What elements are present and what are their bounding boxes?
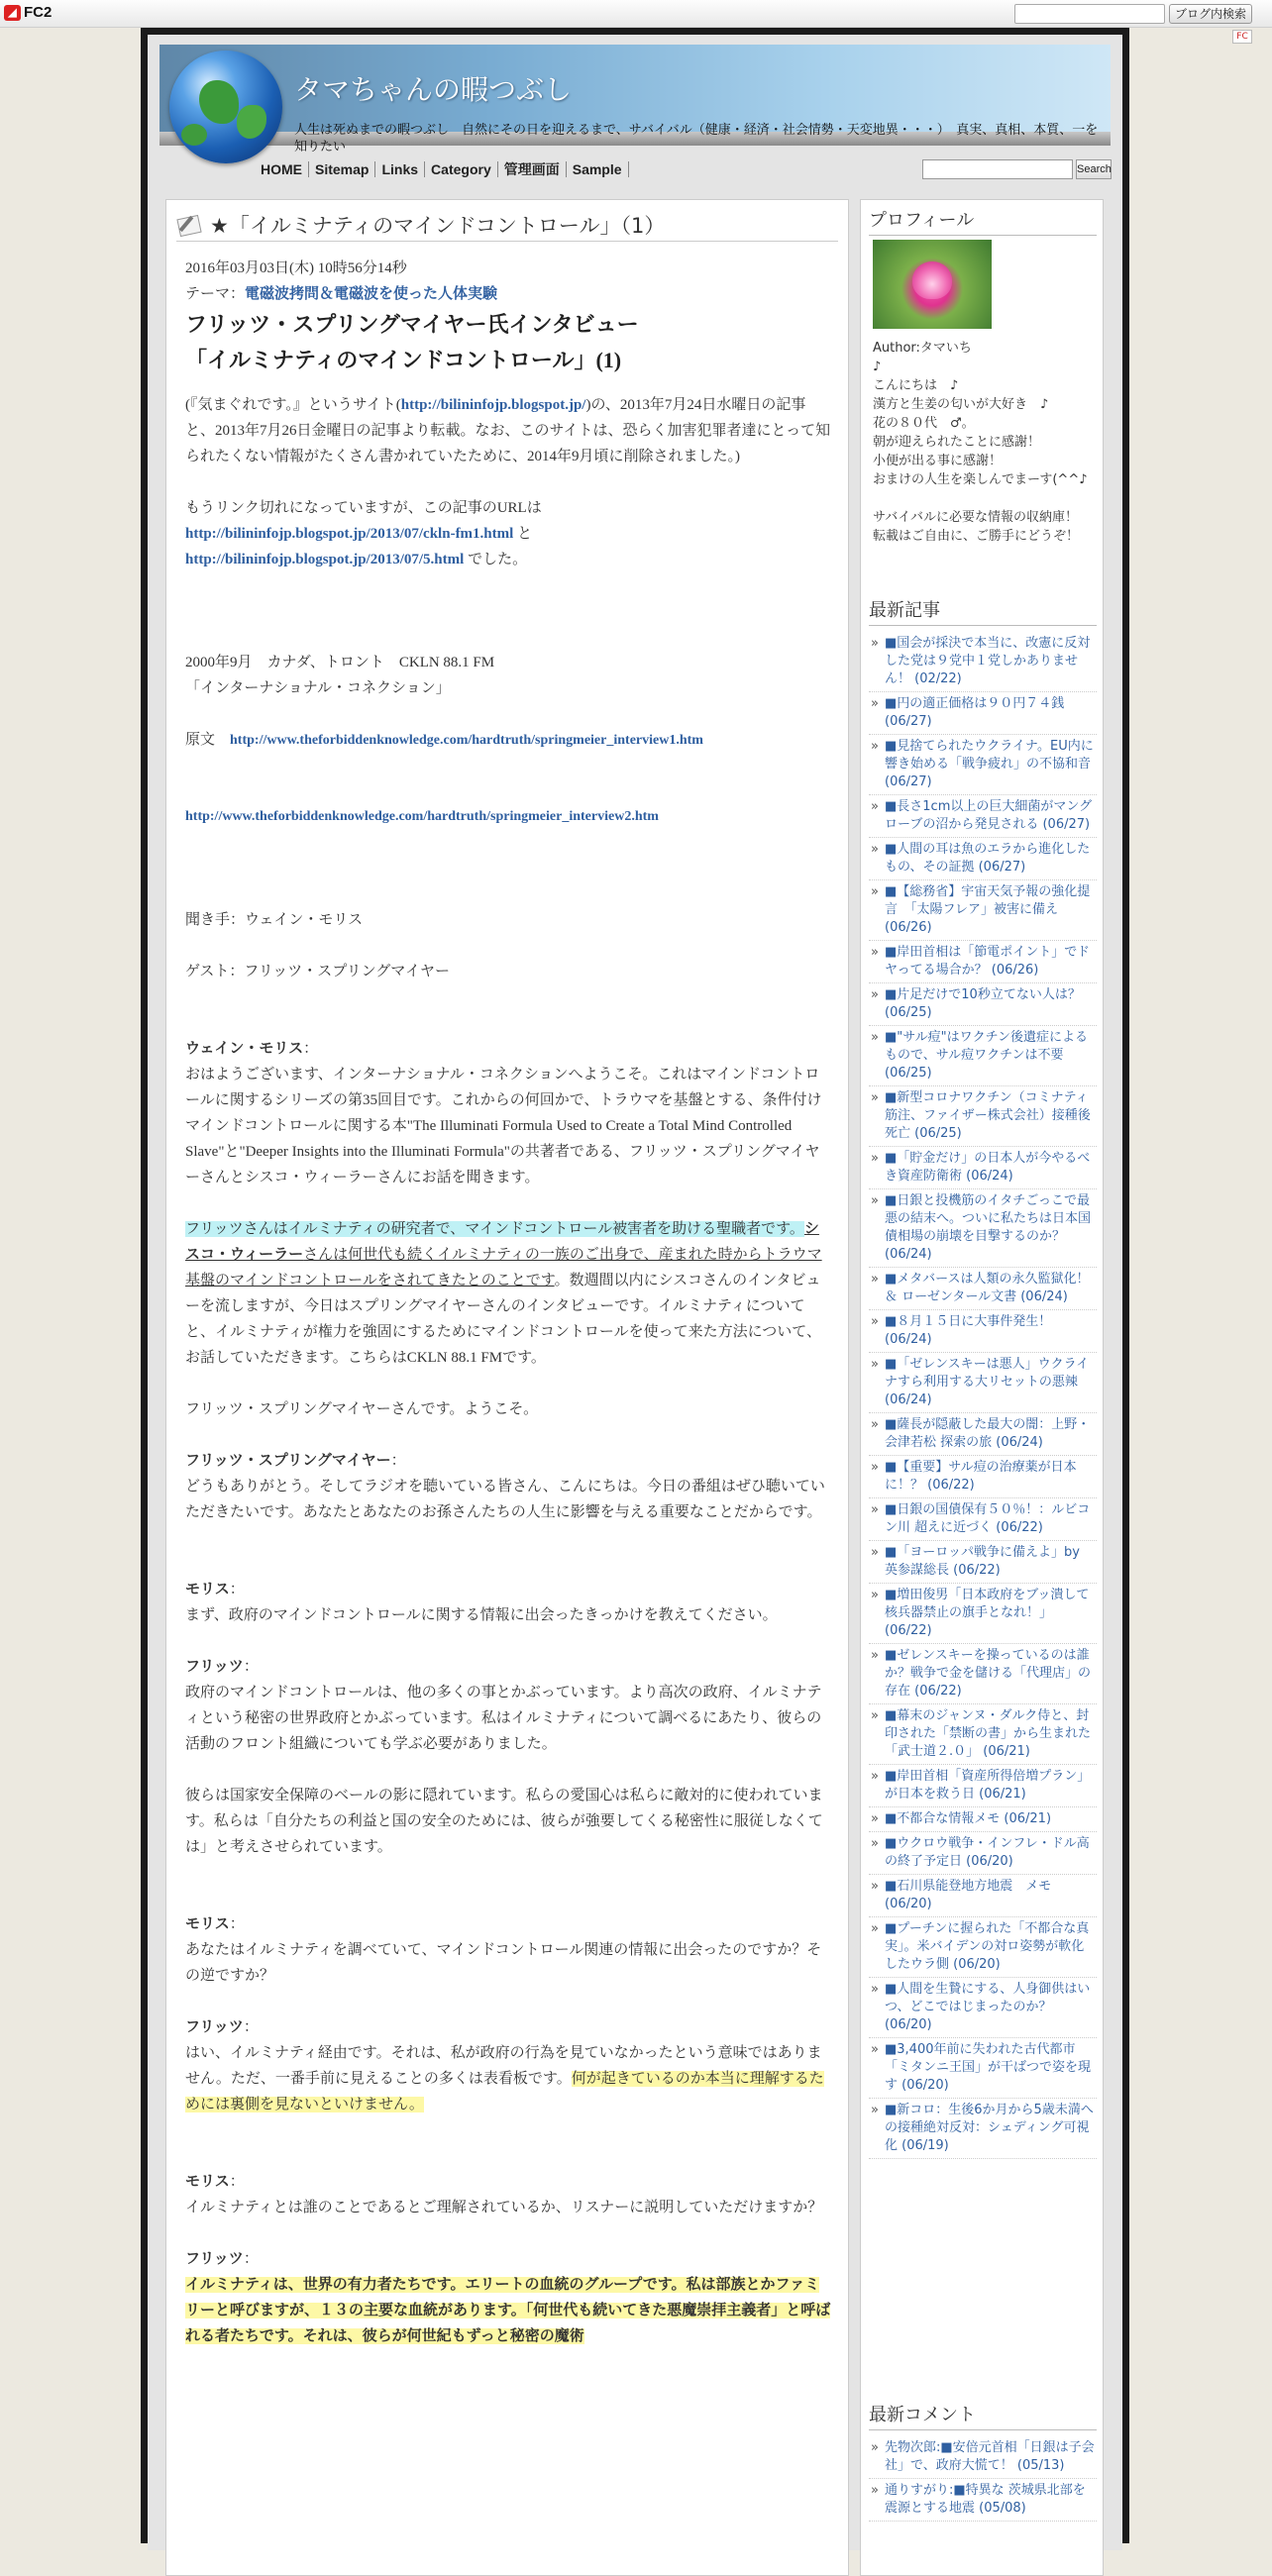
profile-section (861, 206, 1105, 236)
nav-links[interactable]: Links (375, 161, 425, 177)
nav-admin[interactable]: 管理画面 (498, 161, 567, 177)
entry-body (185, 256, 831, 2349)
sidebar (860, 199, 1104, 2576)
welcome-line: フリッツ・スプリングマイヤーさんです。ようこそ。 (185, 1401, 539, 1417)
recent-post-item[interactable]: » ■岸田首相は「節電ポイント」でドヤってる場合か？ (06/26) (869, 941, 1097, 983)
guest-line: ゲスト：フリッツ・スプリングマイヤー (185, 964, 451, 979)
entry-theme: テーマ：電磁波拷問＆電磁波を使った人体実験 (185, 286, 498, 302)
recent-post-item[interactable]: » ■石川県能登地方地震 メモ (06/20) (869, 1875, 1097, 1917)
speech-text: イルミナティは、世界の有力者たちです。エリートの血統のグループです。私は部族とかファミリーと呼びますが、１３の主要な血統があります。「何世代も続いてきた悪魔崇拝主義者」と呼ばれる者たちです。それは、彼らが何世紀もずっと秘密の魔術 (185, 2277, 831, 2344)
site-title[interactable]: タマちゃんの暇つぶし (294, 74, 573, 105)
speech-text: どうもありがとう。そしてラジオを聴いている皆さん、こんにちは。今日の番組はぜひ聴いていただきたいです。あなたとあなたのお孫さんたちの人生に影響を与える重要なことだからです。 (185, 1479, 825, 1520)
page-inner (148, 35, 1122, 2550)
speech-text: あなたはイルミナティを調べていて、マインドコントロール関連の情報に出会ったのですか？その逆ですか？ (185, 1942, 822, 1984)
profile-line: 小便が出る事に感謝！ (873, 454, 1003, 468)
interviewer-line: 聞き手：ウェイン・モリス (185, 912, 364, 928)
recent-post-item[interactable]: » ■3,400年前に失われた古代都市「ミタンニ王国」が干ばつで姿を現す (06/20) (869, 2038, 1097, 2099)
profile-line: サバイバルに必要な情報の収納庫！ (873, 510, 1078, 525)
site-description: 人生は死ぬまでの暇つぶし 自然にその日を迎えるまで、サバイバル（健康・経済・社会情勢・天変地異・・・） 真実、真相、本質、一を知りたい (294, 123, 1099, 155)
recent-post-item[interactable]: » ■ウクロウ戦争・インフレ・ドル高の終了予定日 (06/20) (869, 1832, 1097, 1875)
recent-post-item[interactable]: » ■【総務省】宇宙天気予報の強化提言 「太陽フレア」被害に備え (06/26) (869, 880, 1097, 941)
page-frame (141, 28, 1129, 2543)
profile-line: ♪ (873, 360, 882, 374)
speaker-name: モリス： (185, 1582, 245, 1597)
speech-text: イルミナティとは誰のことであるとご理解されているか、リスナーに説明していただけますか？ (185, 2200, 823, 2215)
recent-comments-section (861, 2401, 1105, 2522)
profile-text (873, 339, 1097, 546)
speaker-name: モリス： (185, 1916, 245, 1932)
recent-comment-item[interactable]: » 先物次郎:■安倍元首相「日銀は子会社」で、政府大慌て！ (05/13) (869, 2436, 1097, 2479)
entry-title-text: ★「イルミナティのマインドコントロール」（1） (210, 213, 666, 238)
fc2-logo[interactable]: ◢ FC2 (4, 4, 52, 21)
recent-post-item[interactable]: » ■「貯金だけ」の日本人が今やるべき資産防衛術 (06/24) (869, 1147, 1097, 1189)
memo-icon (176, 213, 202, 237)
program-name: 「インターナショナル・コネクション」 (185, 680, 451, 696)
entry-title (176, 208, 838, 242)
profile-line: 花の８０代 ♂。 (873, 416, 975, 431)
source-site-link[interactable]: http://bilininfojp.blogspot.jp/ (400, 397, 586, 413)
original-url-1-link[interactable]: http://www.theforbiddenknowledge.com/hardtruth/springmeier_interview1.htm (230, 733, 703, 748)
original-url-2-link[interactable]: http://www.theforbiddenknowledge.com/hardtruth/springmeier_interview2.htm (185, 809, 659, 824)
url-line-2: http://bilininfojp.blogspot.jp/2013/07/5.html でした。 (185, 552, 528, 567)
nav-home[interactable]: HOME (261, 161, 309, 177)
recent-post-item[interactable]: » ■「ヨーロッパ戦争に備えよ」by 英参謀総長 (06/22) (869, 1541, 1097, 1584)
recent-post-item[interactable]: » ■【重要】サル痘の治療薬が日本に！？ (06/22) (869, 1456, 1097, 1498)
speech-text: はい、イルミナティ経由です。それは、私が政府の行為を見ていなかったという意味ではありません。ただ、一番手前に見えることの多くは表看板です。何が起きているのか本当に理解するためには裏側を見ないといけません。 (185, 2045, 824, 2112)
article-url-2-link[interactable]: http://bilininfojp.blogspot.jp/2013/07/5.html (185, 552, 465, 567)
speech-text: 彼らは国家安全保障のベールの影に隠れています。私らの愛国心は私らに敵対的に使われています。私らは「自分たちの利益と国の安全のためには、彼らが強要してくる秘密性に服従しなくては」と考えさせられています。 (185, 1788, 823, 1855)
profile-line: 漢方と生姜の匂いが大好き ♪ (873, 397, 1049, 412)
fc2-small-icon[interactable]: FC (1232, 30, 1252, 44)
profile-line: こんにちは ♪ (873, 378, 959, 393)
url-note: もうリンク切れになっていますが、この記事のURLは (185, 500, 542, 516)
recent-post-item[interactable]: » ■片足だけで10秒立てない人は？ (06/25) (869, 983, 1097, 1026)
recent-comment-item[interactable]: » 通りすがり:■特異な 茨城県北部を震源とする地震 (05/08) (869, 2479, 1097, 2522)
theme-link[interactable]: 電磁波拷問＆電磁波を使った人体実験 (245, 286, 498, 302)
globe-icon (169, 51, 282, 163)
speaker-name: フリッツ・スプリングマイヤー： (185, 1453, 406, 1469)
recent-post-item[interactable]: » ■新コロ：生後6か月から5歳未満への接種絶対反対：シェディング可視化 (06/19) (869, 2099, 1097, 2159)
recent-comments-list (869, 2436, 1097, 2522)
recent-posts-heading: 最新記事 (869, 596, 1097, 626)
recent-post-item[interactable]: » ■薩長が隠蔽した最大の闇：上野・会津若松 探索の旅 (06/24) (869, 1413, 1097, 1456)
profile-line: 朝が迎えられたことに感謝！ (873, 435, 1041, 450)
recent-post-item[interactable]: » ■長さ1cm以上の巨大細菌がマングローブの沼から発見される (06/27) (869, 795, 1097, 838)
fc2-search-input[interactable] (1014, 4, 1165, 24)
recent-post-item[interactable]: » ■「ゼレンスキーは悪人」ウクライナすら利用する大リセットの悪辣 (06/24) (869, 1353, 1097, 1413)
speaker-name: モリス： (185, 2174, 245, 2190)
recent-post-item[interactable]: » ■８月１５日に大事件発生！ (06/24) (869, 1310, 1097, 1353)
recent-post-item[interactable]: » ■円の適正価格は９０円７４銭 (06/27) (869, 692, 1097, 735)
recent-post-item[interactable]: » ■見捨てられたウクライナ。EU内に響き始める「戦争疲れ」の不協和音 (06/27) (869, 735, 1097, 795)
entry-subtitle-1: フリッツ・スプリングマイヤー氏インタビュー (185, 312, 639, 337)
original-line-2 (185, 803, 831, 830)
speaker-name: ウェイン・モリス： (185, 1041, 319, 1057)
original-line: 原文 http://www.theforbiddenknowledge.com/hardtruth/springmeier_interview1.htm (185, 732, 703, 748)
nav-sample[interactable]: Sample (567, 161, 629, 177)
recent-post-item[interactable]: » ■プーチンに握られた「不都合な真実」。米バイデンの対ロ姿勢が軟化したウラ側 (06/20) (869, 1917, 1097, 1978)
entry-date: 2016年03月03日(木) 10時56分14秒 (185, 260, 407, 276)
recent-post-item[interactable]: » ■不都合な情報メモ (06/21) (869, 1807, 1097, 1832)
speaker-name: フリッツ： (185, 2019, 259, 2035)
profile-heading: プロフィール (869, 206, 1097, 236)
recent-posts-section (861, 596, 1105, 2159)
entry-subtitle-2: 「イルミナティのマインドコントロール」(1) (185, 348, 622, 372)
recent-post-item[interactable]: » ■幕末のジャンヌ・ダルク侍と、封印された「禁断の書」から生まれた「武士道２.０」 (06/21) (869, 1704, 1097, 1765)
recent-comments-heading: 最新コメント (869, 2401, 1097, 2430)
recent-post-item[interactable]: » ■人間を生贄にする、人身御供はいつ、どこではじまったのか？ (06/20) (869, 1978, 1097, 2038)
main-nav (261, 161, 629, 177)
fc2-toolbar (0, 0, 1272, 28)
entry-panel (165, 199, 849, 2576)
recent-post-item[interactable]: » ■"サル痘"はワクチン後遺症によるもので、サル痘ワクチンは不要 (06/25) (869, 1026, 1097, 1086)
recent-post-item[interactable]: » ■人間の耳は魚のエラから進化したもの、その証拠 (06/27) (869, 838, 1097, 880)
recent-post-item[interactable]: » ■日銀の国債保有５０％！：ルビコン川 超えに近づく (06/22) (869, 1498, 1097, 1541)
profile-avatar (873, 240, 992, 329)
recent-post-item[interactable]: » ■増田俊男「日本政府をブッ潰して核兵器禁止の旗手となれ！」 (06/22) (869, 1584, 1097, 1644)
site-header (159, 45, 1111, 155)
intro-paragraph: (『気まぐれです。』というサイト(http://bilininfojp.blogspot.jp/)の、2013年7月24日水曜日の記事と、2013年7月26日金曜日の記事より転載。なお、このサイトは、恐らく加害犯罪者達にとって知られたくない情報がたくさん書かれていたために、2014年9月頃に削除されました。) (185, 397, 831, 464)
speech-text: まず、政府のマインドコントロールに関する情報に出会ったきっかけを教えてください。 (185, 1607, 778, 1623)
fc2-logo-icon: ◢ (4, 5, 21, 21)
speech-text: 政府のマインドコントロールは、他の多くの事とかぶっています。より高次の政府、イルミナティという秘密の世界政府とかぶっています。私はイルミナティについて調べるにあたり、彼らの活動のフロント組織についても学ぶ必要がありました。 (185, 1685, 822, 1752)
intro-highlight-paragraph: フリッツさんはイルミナティの研究者で、マインドコントロール被害者を助ける聖職者です。シスコ・ウィーラーさんは何世代も続くイルミナティの一族のご出身で、産まれた時からトラウマ基盤のマインドコントロールをされてきたとのことです。数週間以内にシスコさんのインタビューを流しますが、今日はスプリングマイヤーさんのインタビューです。イルミナティについてと、イルミナティが権力を強固にするためにマインドコントロールを使って来た方法について、お話していただきます。こちらはCKLN 88.1 FMです。 (185, 1221, 822, 1366)
speaker-name: フリッツ： (185, 1659, 259, 1675)
profile-line: おまけの人生を楽しんでまーす(^^♪ (873, 472, 1088, 487)
recent-posts-list (869, 632, 1097, 2159)
url-line-1: http://bilininfojp.blogspot.jp/2013/07/ckln-fm1.html と (185, 526, 533, 542)
recent-post-item[interactable]: » ■岸田首相「資産所得倍増プラン」が日本を救う日 (06/21) (869, 1765, 1097, 1807)
profile-line: 転載はご自由に、ご勝手にどうぞ！ (873, 529, 1080, 544)
recent-post-item[interactable]: » ■国会が採決で本当に、改憲に反対した党は９党中１党しかありません！ (02/22) (869, 632, 1097, 692)
broadcast-info: 2000年9月 カナダ、トロント CKLN 88.1 FM (185, 655, 495, 670)
nav-sitemap[interactable]: Sitemap (309, 161, 375, 177)
recent-post-item[interactable]: » ■ゼレンスキーを操っているのは誰か？戦争で金を儲ける「代理店」の存在 (06/22) (869, 1644, 1097, 1704)
search-input[interactable] (922, 159, 1073, 179)
profile-line[interactable]: Author:タマいち (873, 341, 972, 356)
speaker-name: フリッツ： (185, 2251, 259, 2267)
blog-search-button[interactable]: ブログ内検索 (1169, 4, 1252, 24)
recent-post-item[interactable]: » ■メタバースは人類の永久監獄化！ ＆ ローゼンタール文書 (06/24) (869, 1268, 1097, 1310)
recent-post-item[interactable]: » ■日銀と投機筋のイタチごっこで最悪の結末へ。ついに私たちは日本国債相場の崩壊を目撃するのか？ (06/24) (869, 1189, 1097, 1268)
speech-text: おはようございます、インターナショナル・コネクションへようこそ。これはマインドコントロールに関するシリーズの第35回目です。これからの何回かで、トラウマを基盤とする、条件付けマインドコントロールに関する本"The Illuminati Formula Used to Create a Total Mind Controlled Slave"と"Deeper Insights into the Illuminati Formula"の共著者である、フリッツ・スプリングマイヤーさんとシスコ・ウィーラーさんにお話を聞きます。 (185, 1067, 822, 1185)
nav-category[interactable]: Category (425, 161, 498, 177)
profile-line (873, 489, 1097, 508)
article-url-1-link[interactable]: http://bilininfojp.blogspot.jp/2013/07/ckln-fm1.html (185, 526, 514, 542)
recent-post-item[interactable]: » ■新型コロナワクチン（コミナティ筋注、ファイザー株式会社）接種後死亡 (06/25) (869, 1086, 1097, 1147)
search-button[interactable]: Search (1076, 159, 1112, 179)
